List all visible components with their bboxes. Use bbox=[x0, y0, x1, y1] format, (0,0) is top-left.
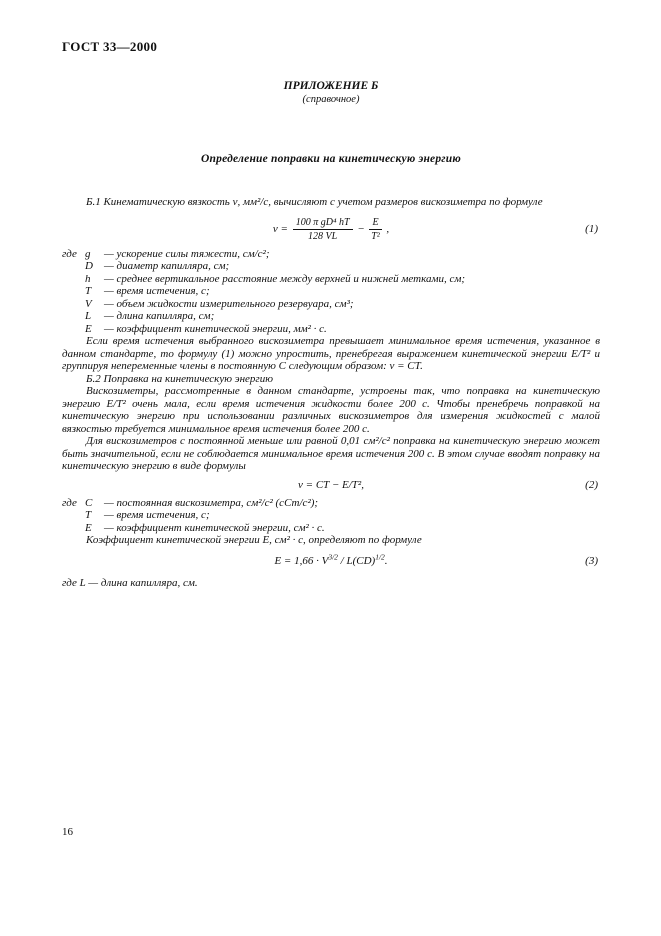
var-row bbox=[62, 285, 600, 298]
var-def: — среднее вертикальное расстояние между верхней и нижней метками, см; bbox=[104, 272, 466, 285]
var-term: T bbox=[85, 509, 92, 522]
var-def: — объем жидкости измерительного резервуара, см³; bbox=[104, 297, 354, 310]
var-lead bbox=[62, 298, 85, 311]
var-def: — время истечения, с; bbox=[104, 509, 210, 522]
paragraph-b2-heading: Б.2 Поправка на кинетическую энергию bbox=[86, 372, 273, 385]
equation-1-fraction-main bbox=[293, 217, 353, 242]
var-term: h bbox=[85, 272, 91, 285]
doc-code: ГОСТ 33—2000 bbox=[62, 39, 158, 54]
var-lead bbox=[62, 509, 85, 522]
paragraph-for-viscometers: Для вискозиметров с постоянной меньше или равной 0,01 см²/с² поправка на кинетическую энергию может быть значительной, если не соблюдается минимальное время истечения 200 с. В этом случае вводят поправку на кинетическую энергию в виде формулы bbox=[62, 435, 600, 472]
var-row bbox=[62, 522, 600, 535]
var-lead bbox=[62, 273, 85, 286]
var-row bbox=[62, 248, 600, 261]
var-row bbox=[62, 273, 600, 286]
var-def: — коэффициент кинетической энергии, см² · с. bbox=[104, 521, 325, 534]
equation-3-tail: . bbox=[384, 555, 388, 568]
var-term: E bbox=[85, 521, 92, 534]
var-term: g bbox=[85, 247, 91, 260]
paragraph-coefficient: Коэффициент кинетической энергии E, см² · с, определяют по формуле bbox=[86, 534, 422, 547]
appendix-title: ПРИЛОЖЕНИЕ Б bbox=[283, 80, 379, 92]
equation-3-exponent-cd: 1/2 bbox=[375, 552, 385, 562]
equation-1-correction-numerator: E bbox=[369, 217, 381, 230]
equation-1-denominator: 128 VL bbox=[308, 230, 338, 242]
var-row bbox=[62, 497, 600, 510]
equation-3-pre: E = 1,66 · V bbox=[274, 555, 329, 568]
equation-2-number: (2) bbox=[585, 478, 598, 491]
var-term: E bbox=[85, 322, 92, 335]
equation-3-body bbox=[274, 552, 388, 568]
var-lead: где bbox=[62, 496, 77, 509]
var-lead bbox=[62, 310, 85, 323]
equation-1-numerator: 100 π gD⁴ hT bbox=[293, 217, 353, 230]
variable-list-1 bbox=[62, 248, 600, 336]
equation-1-operator: − bbox=[354, 222, 368, 235]
equation-1-lhs: ν = bbox=[272, 222, 291, 235]
var-def: — ускорение силы тяжести, см/с²; bbox=[104, 247, 270, 260]
var-term: D bbox=[85, 260, 93, 272]
var-lead bbox=[62, 522, 85, 535]
var-def: — время истечения, с; bbox=[104, 285, 210, 297]
equation-3 bbox=[62, 552, 600, 568]
equation-2-body: ν = CT − E/T², bbox=[298, 478, 364, 491]
var-lead bbox=[62, 323, 85, 336]
var-row bbox=[62, 310, 600, 323]
var-term: T bbox=[85, 285, 92, 297]
var-lead bbox=[62, 285, 85, 298]
equation-1-number: (1) bbox=[585, 223, 598, 235]
var-row bbox=[62, 323, 600, 336]
equation-1-fraction-correction bbox=[369, 217, 381, 242]
var-def: — диаметр капилляра, см; bbox=[104, 260, 230, 272]
paragraph-b1: Б.1 Кинематическую вязкость ν, мм²/с, вычисляют с учетом размеров вискозиметра по формуле bbox=[86, 196, 543, 208]
equation-2 bbox=[62, 479, 600, 491]
var-row bbox=[62, 298, 600, 311]
var-lead: где bbox=[62, 247, 77, 260]
page-number: 16 bbox=[62, 826, 73, 838]
appendix-subtitle: (справочное) bbox=[302, 94, 360, 105]
equation-1 bbox=[62, 215, 600, 244]
var-row bbox=[62, 260, 600, 273]
var-def: — постоянная вискозиметра, см²/с² (сСт/с²); bbox=[104, 496, 319, 509]
equation-1-tail: , bbox=[383, 222, 390, 235]
var-def: — длина капилляра, см; bbox=[104, 310, 215, 322]
section-title: Определение поправки на кинетическую энергию bbox=[201, 153, 461, 165]
paragraph-if-time: Если время истечения выбранного вискозиметра превышает минимальное время истечения, указанное в данном стандарте, то формулу (1) можно упростить, пренебрегая выражением кинетической энергии E/T² и группируя непеременные члены в постоянную С следующим образом: ν = СТ. bbox=[62, 335, 600, 372]
var-term: V bbox=[85, 297, 92, 310]
variable-list-2 bbox=[62, 497, 600, 535]
var-row bbox=[62, 509, 600, 522]
var-term: L bbox=[85, 310, 92, 322]
var-lead bbox=[62, 260, 85, 273]
paragraph-where-l: где L — длина капилляра, см. bbox=[62, 577, 198, 590]
equation-3-number: (3) bbox=[585, 555, 598, 568]
var-def: — коэффициент кинетической энергии, мм² · с. bbox=[104, 322, 327, 335]
var-term: C bbox=[85, 496, 93, 509]
equation-1-correction-denominator: T² bbox=[371, 230, 380, 242]
paragraph-viscometers: Вискозиметры, рассмотренные в данном стандарте, устроены так, что поправка на кинетическую энергию E/T² очень мала, если время истечения жидкости более 200 с. Чтобы пренебречь поправкой на кинетическую энергию при использовании различных вискозиметров для измерения жидкостей с малой вязкостью требуется минимальное время истечения более 200 с. bbox=[62, 385, 600, 435]
equation-3-mid: / L(CD) bbox=[337, 555, 376, 568]
equation-1-body bbox=[273, 217, 389, 242]
equation-3-exponent-v: 3/2 bbox=[328, 552, 338, 562]
